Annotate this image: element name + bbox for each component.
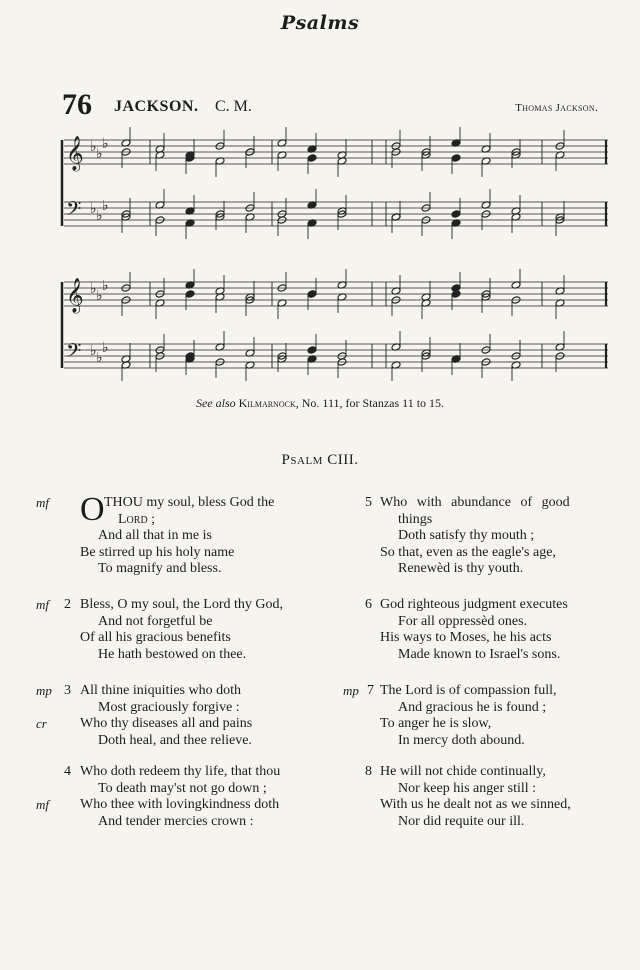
verse-line: And all that in me is xyxy=(98,528,212,543)
flat-sign: ♭ xyxy=(102,198,109,214)
stanza-2 xyxy=(80,597,283,663)
verse-line: All thine iniquities who doth xyxy=(80,683,241,698)
verse-line: So that, even as the eagle's age, xyxy=(380,544,556,560)
flat-sign: ♭ xyxy=(102,136,109,152)
verse-line: Who doth redeem thy life, that thou xyxy=(80,764,281,779)
stanza-6 xyxy=(380,597,568,663)
verse-line: Of all his gracious benefits xyxy=(80,630,231,645)
note-head xyxy=(307,154,317,162)
verse-line: Bless, O my soul, the Lord thy God, xyxy=(80,597,283,612)
see-also-rest: No. 111, for Stanzas 11 to 15. xyxy=(301,396,445,410)
verse-line: And not forgetful be xyxy=(98,613,213,629)
flat-sign: ♭ xyxy=(96,208,103,224)
verse-line: Be stirred up his holy name xyxy=(80,544,235,560)
note-head xyxy=(307,346,317,354)
stanza-4 xyxy=(80,764,280,830)
verse-line: Nor did requite our ill. xyxy=(398,813,525,829)
flat-sign: ♭ xyxy=(102,340,109,356)
flat-sign: ♭ xyxy=(96,288,103,304)
tune-name: JACKSON. xyxy=(114,98,199,115)
flat-sign: ♭ xyxy=(90,139,97,155)
verse-line: And tender mercies crown : xyxy=(98,813,254,829)
see-also-prefix: See also xyxy=(195,396,236,410)
flat-sign: ♭ xyxy=(90,343,97,359)
stanza-number: 6 xyxy=(365,597,372,612)
verse-line: Who with abundance of good xyxy=(380,495,570,510)
flat-sign: ♭ xyxy=(96,146,103,162)
hymn-meter: C. M. xyxy=(215,98,252,115)
dynamic-mark: mp xyxy=(36,683,52,698)
dynamic-mark: mf xyxy=(36,495,49,510)
verse-line: Most graciously forgive : xyxy=(98,699,240,715)
verse-line: With us he dealt not as we sinned, xyxy=(380,797,571,812)
stanza-5 xyxy=(380,495,570,578)
stanza-number: 5 xyxy=(365,495,372,510)
see-also-note xyxy=(0,396,640,411)
dynamic-mark: mf xyxy=(36,597,49,612)
flat-sign: ♭ xyxy=(96,350,103,366)
verse-line: And gracious he is found ; xyxy=(398,699,547,715)
hymn-header xyxy=(62,88,598,122)
verse-line: For all oppressèd ones. xyxy=(398,613,528,629)
stanza-1-cont xyxy=(80,528,234,578)
bass-clef: 𝄢 xyxy=(66,197,82,225)
treble-clef: 𝄞 xyxy=(66,136,84,171)
verse-line: To death may'st not go down ; xyxy=(98,780,267,796)
note-head xyxy=(307,290,317,298)
verse-line: He will not chide continually, xyxy=(380,764,546,779)
verse-line: Doth satisfy thy mouth ; xyxy=(398,528,535,543)
stanza-number: 2 xyxy=(64,597,71,612)
psalm-title: Psalm CIII. xyxy=(281,452,359,468)
bass-clef: 𝄢 xyxy=(66,339,82,367)
dynamic-mark: mp xyxy=(343,683,359,698)
composer: Thomas Jackson. xyxy=(515,102,598,114)
running-head: Psalms xyxy=(280,12,360,34)
verse-line: Who thy diseases all and pains xyxy=(80,716,253,731)
stanza-number: 4 xyxy=(64,764,71,779)
dynamic-mark: cr xyxy=(36,716,47,731)
verse-line: Doth heal, and thee relieve. xyxy=(98,732,252,748)
flat-sign: ♭ xyxy=(102,278,109,294)
verse-line: His ways to Moses, he his acts xyxy=(380,630,552,645)
verse-line: To magnify and bless. xyxy=(98,561,222,576)
verse-line: Nor keep his anger still : xyxy=(398,780,537,796)
treble-clef: 𝄞 xyxy=(66,278,84,313)
drop-cap: O xyxy=(80,491,105,528)
hymn-number: 76 xyxy=(62,88,92,121)
stanza-number: 8 xyxy=(365,764,372,779)
stanza-number: 3 xyxy=(64,683,71,698)
verse-line: Made known to Israel's sons. xyxy=(398,646,561,662)
verse-line: Lord ; xyxy=(118,511,156,527)
stanza-8 xyxy=(380,764,571,830)
stanza-7 xyxy=(380,683,557,749)
note-head xyxy=(185,290,195,298)
stanza-number: 7 xyxy=(367,683,374,698)
stanza-1 xyxy=(104,495,274,528)
verse-line: In mercy doth abound. xyxy=(398,732,525,748)
note-head xyxy=(451,210,461,218)
dynamic-mark: mf xyxy=(36,797,49,812)
verse-line: The Lord is of compassion full, xyxy=(380,683,557,698)
verse-line: Renewèd is thy youth. xyxy=(398,561,524,576)
note-head xyxy=(451,154,461,162)
flat-sign: ♭ xyxy=(90,201,97,217)
see-also-tune: Kilmarnock, xyxy=(238,396,299,410)
stanza-3 xyxy=(80,683,252,749)
verse-line: Who thee with lovingkindness doth xyxy=(80,797,280,812)
flat-sign: ♭ xyxy=(90,281,97,297)
verse-line: things xyxy=(398,511,433,527)
verse-line: He hath bestowed on thee. xyxy=(98,646,247,662)
verse-line: God righteous judgment executes xyxy=(380,597,568,612)
verse-line: THOU my soul, bless God the xyxy=(104,495,275,510)
verse-line: To anger he is slow, xyxy=(380,716,492,731)
music-score xyxy=(60,126,612,388)
